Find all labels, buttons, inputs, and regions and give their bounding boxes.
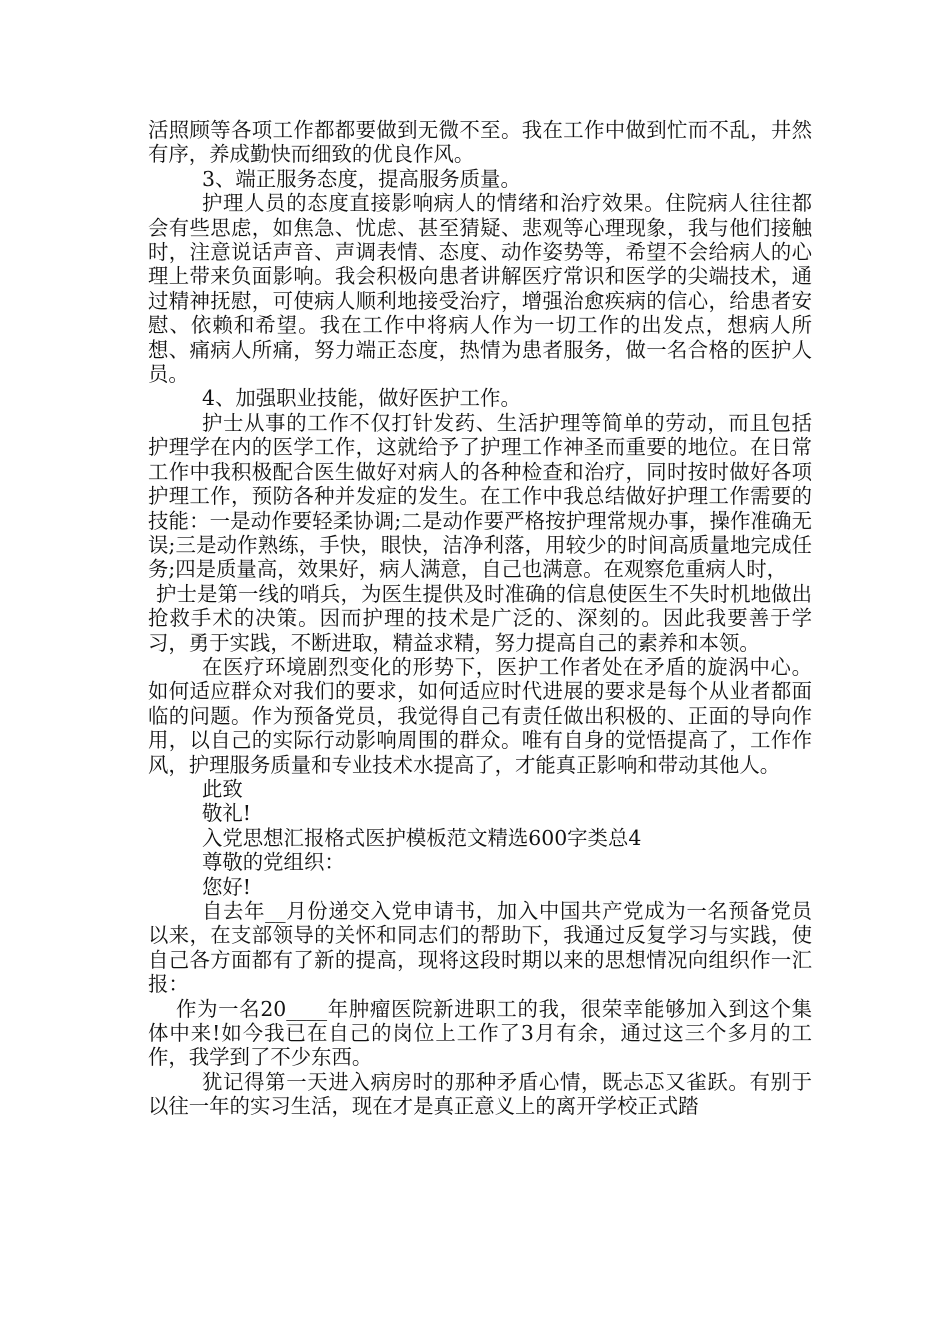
document-page — [148, 118, 812, 1119]
greeting-hello: 您好! — [202, 874, 251, 899]
section-heading-4: 4、加强职业技能，做好医护工作。 — [202, 386, 521, 411]
paragraph-nurse-sentinel: 护士是第一线的哨兵，为医生提供及时准确的信息使医生不失时机地做出抢救手术的决策。因而护理的技术是广泛的、深刻的。因此我要善于学习，勇于实践，不断进取，精益求精，努力提高自己的素养和本领。 — [148, 581, 812, 655]
paragraph-new-employee: 作为一名20____年肿瘤医院新进职工的我，很荣幸能够加入到这个集体中来!如今我已在自己的岗位上工作了3月有余，通过这三个多月的工作，我学到了不少东西。 — [148, 996, 812, 1070]
paragraph-nursing-skills: 护士从事的工作不仅打针发药、生活护理等简单的劳动，而且包括护理学在内的医学工作，这就给予了护理工作神圣而重要的地位。在日常工作中我积极配合医生做好对病人的各种检查和治疗，同时按时做好各项护理工作，预防各种并发症的发生。在工作中我总结做好护理工作需要的技能：一是动作要轻柔协调;二是动作要严格按护理常规办事，操作准确无误;三是动作熟练，手快，眼快，洁净利落，用较少的时间高质量地完成任务;四是质量高，效果好，病人满意，自己也满意。在观察危重病人时， — [148, 410, 812, 582]
greeting-addressee: 尊敬的党组织： — [202, 850, 345, 875]
document-title-4: 入党思想汇报格式医护模板范文精选600字类总4 — [202, 825, 642, 850]
paragraph-first-day: 犹记得第一天进入病房时的那种矛盾心情，既忐忑又雀跃。有别于以往一年的实习生活，现在才是真正意义上的离开学校正式踏 — [148, 1069, 812, 1119]
paragraph-medical-environment: 在医疗环境剧烈变化的形势下，医护工作者处在矛盾的旋涡中心。如何适应群众对我们的要求，如何适应时代进展的要求是每个从业者都面临的问题。作为预备党员，我觉得自己有责任做出积极的、正面的导向作用，以自己的实际行动影响周围的群众。唯有自身的觉悟提高了，工作作风，护理服务质量和专业技术水提高了，才能真正影响和带动其他人。 — [148, 654, 812, 777]
closing-salutation: 此致 — [202, 776, 243, 801]
paragraph-service-attitude: 护理人员的态度直接影响病人的情绪和治疗效果。住院病人往往都会有些思虑，如焦急、忧虑、甚至猜疑、悲观等心理现象，我与他们接触时，注意说话声音、声调表情、态度、动作姿势等，希望不会给病人的心理上带来负面影响。我会积极向患者讲解医疗常识和医学的尖端技术，通过精神抚慰，可使病人顺利地接受治疗，增强治愈疾病的信心，给患者安慰、依赖和希望。我在工作中将病人作为一切工作的出发点，想病人所想、痛病人所痛，努力端正态度，热情为患者服务，做一名合格的医护人员。 — [148, 191, 812, 387]
paragraph-continuation: 活照顾等各项工作都都要做到无微不至。我在工作中做到忙而不乱，井然有序，养成勤快而细致的优良作风。 — [148, 118, 812, 167]
closing-regards: 敬礼! — [202, 801, 251, 826]
section-heading-3: 3、端正服务态度，提高服务质量。 — [202, 166, 521, 191]
paragraph-application: 自去年__月份递交入党申请书，加入中国共产党成为一名预备党员以来，在支部领导的关怀和同志们的帮助下，我通过反复学习与实践，使自己各方面都有了新的提高，现将这段时期以来的思想情况向组织作一汇报： — [148, 899, 812, 997]
